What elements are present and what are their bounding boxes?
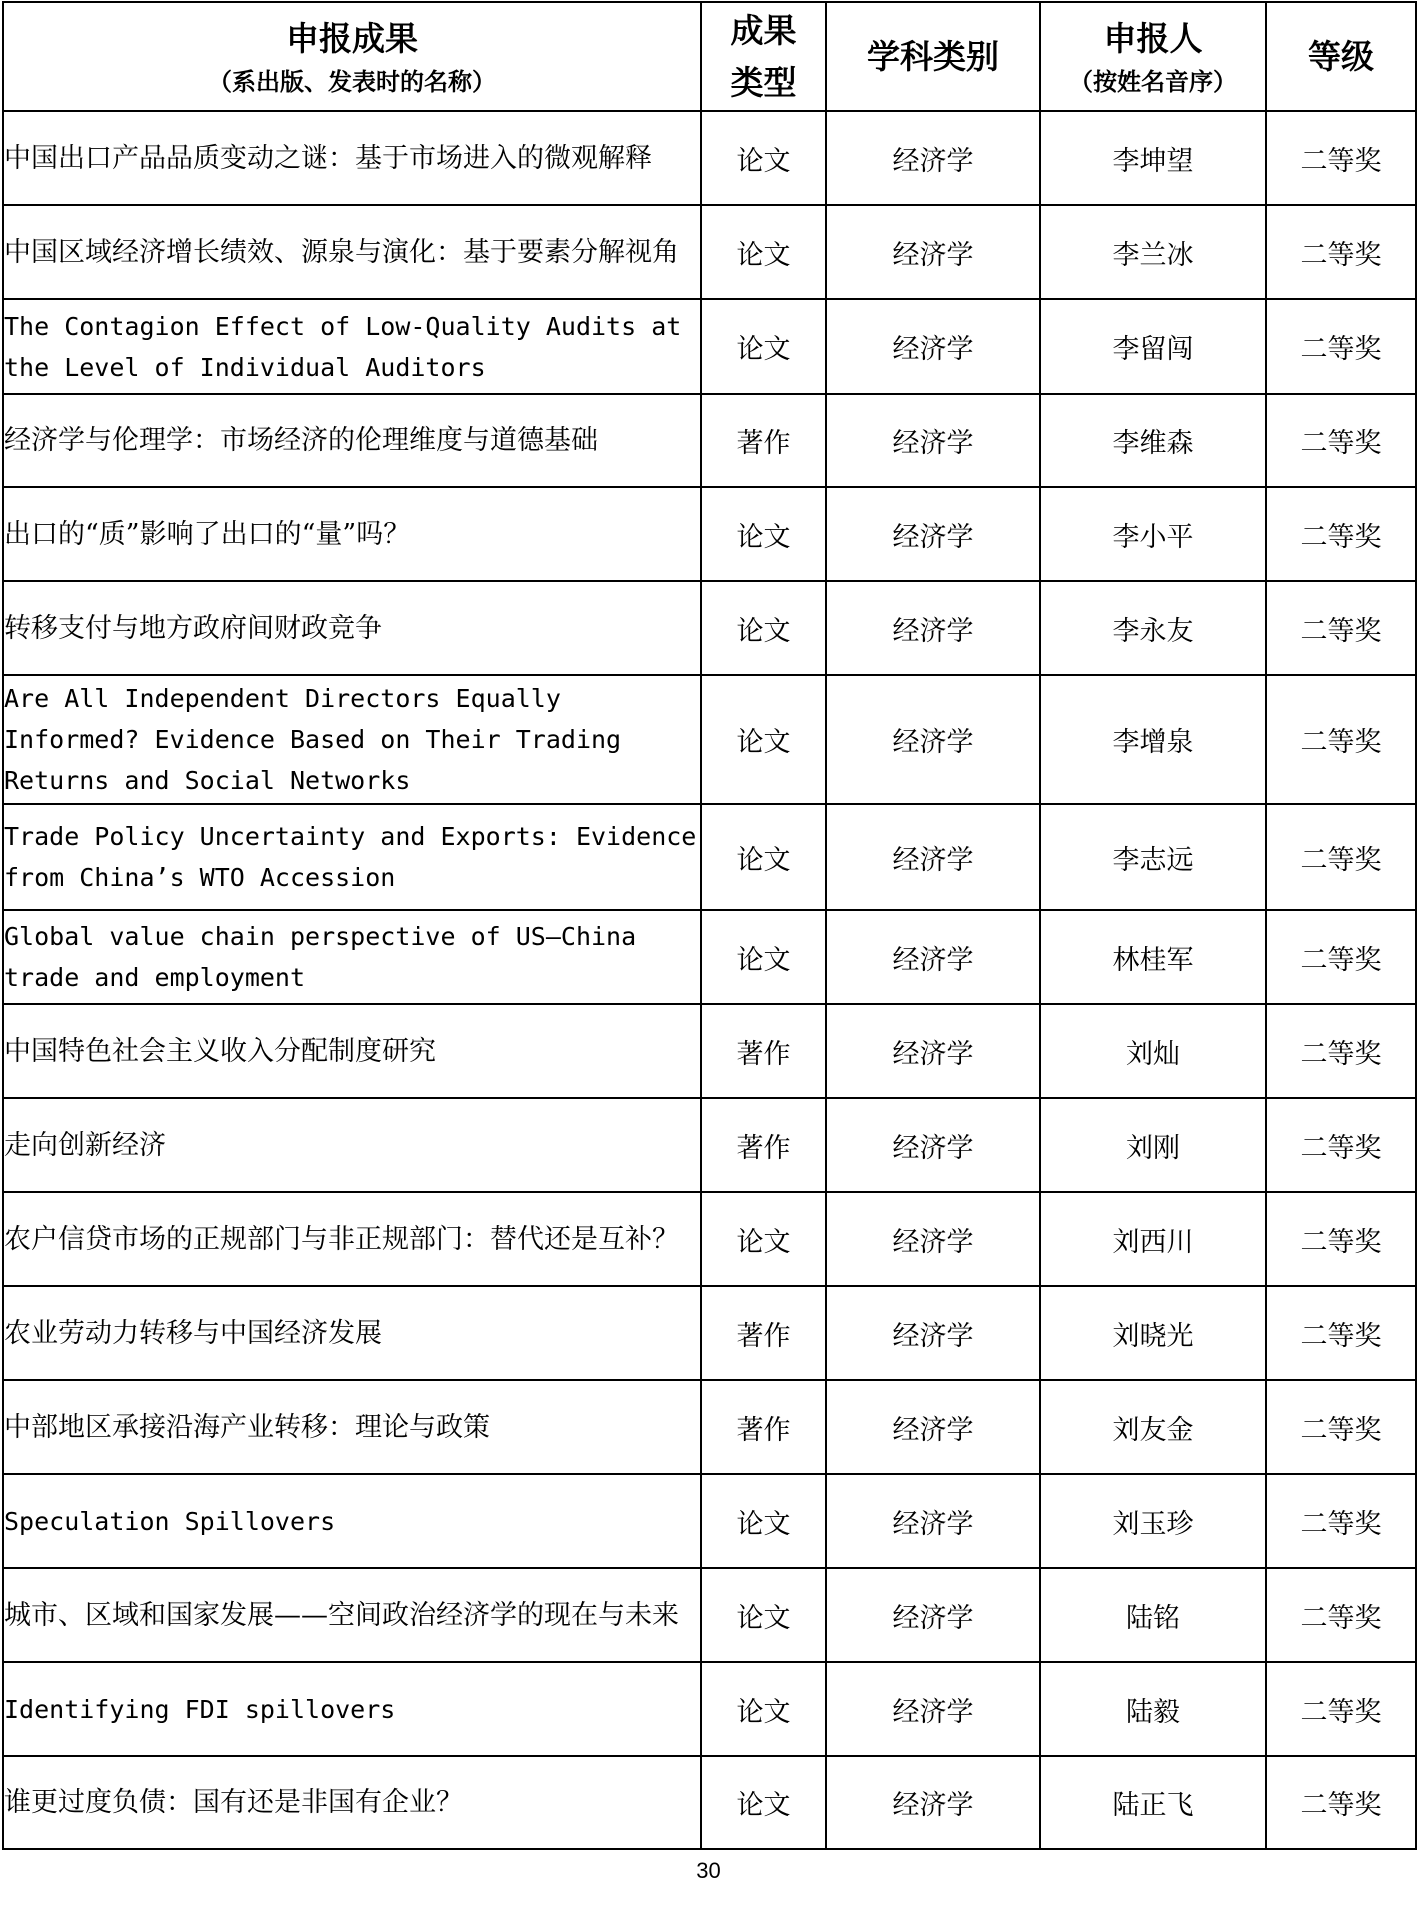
applicant-cell: 李坤望 xyxy=(1040,111,1266,205)
title-cell: Global value chain perspective of US–China trade and employment xyxy=(3,910,701,1004)
table-row xyxy=(3,299,1416,394)
subject-cell: 经济学 xyxy=(826,1756,1040,1849)
header-subject: 学科类别 xyxy=(867,36,999,76)
title-cell: Identifying FDI spillovers xyxy=(3,1662,701,1756)
applicant-cell: 刘灿 xyxy=(1040,1004,1266,1098)
grade-cell: 二等奖 xyxy=(1266,581,1416,675)
title-cell: 经济学与伦理学：市场经济的伦理维度与道德基础 xyxy=(3,394,701,487)
header-type-line2: 类型 xyxy=(730,62,797,102)
header-applicant-main: 申报人 xyxy=(1103,18,1203,58)
type-cell: 论文 xyxy=(701,1756,826,1849)
title-cell: 中国特色社会主义收入分配制度研究 xyxy=(3,1004,701,1098)
header-grade-cell xyxy=(1266,2,1416,111)
table-row xyxy=(3,1098,1416,1192)
title-cell: 城市、区域和国家发展——空间政治经济学的现在与未来 xyxy=(3,1568,701,1662)
applicant-cell: 刘晓光 xyxy=(1040,1286,1266,1380)
table-row xyxy=(3,1380,1416,1474)
grade-cell: 二等奖 xyxy=(1266,1192,1416,1286)
applicant-cell: 李维森 xyxy=(1040,394,1266,487)
title-cell: The Contagion Effect of Low-Quality Audits at the Level of Individual Auditors xyxy=(3,299,701,394)
table-row xyxy=(3,1286,1416,1380)
grade-cell: 二等奖 xyxy=(1266,1004,1416,1098)
grade-cell: 二等奖 xyxy=(1266,299,1416,394)
applicant-cell: 刘刚 xyxy=(1040,1098,1266,1192)
title-cell: 中国区域经济增长绩效、源泉与演化：基于要素分解视角 xyxy=(3,205,701,299)
title-cell: Trade Policy Uncertainty and Exports: Evidence from China’s WTO Accession xyxy=(3,804,701,910)
table-row xyxy=(3,1662,1416,1756)
applicant-cell: 李小平 xyxy=(1040,487,1266,581)
subject-cell: 经济学 xyxy=(826,1474,1040,1568)
subject-cell: 经济学 xyxy=(826,1380,1040,1474)
subject-cell: 经济学 xyxy=(826,1568,1040,1662)
type-cell: 论文 xyxy=(701,581,826,675)
header-applicant-sub: （按姓名音序） xyxy=(1069,67,1237,96)
applicant-cell: 陆正飞 xyxy=(1040,1756,1266,1849)
applicant-cell: 李志远 xyxy=(1040,804,1266,910)
applicant-cell: 刘友金 xyxy=(1040,1380,1266,1474)
type-cell: 论文 xyxy=(701,205,826,299)
grade-cell: 二等奖 xyxy=(1266,394,1416,487)
header-grade: 等级 xyxy=(1308,36,1374,76)
awards-table xyxy=(2,1,1417,1850)
table-row xyxy=(3,205,1416,299)
subject-cell: 经济学 xyxy=(826,487,1040,581)
header-title-cell xyxy=(3,2,701,111)
title-cell: Speculation Spillovers xyxy=(3,1474,701,1568)
table-row xyxy=(3,1568,1416,1662)
title-cell: 中部地区承接沿海产业转移：理论与政策 xyxy=(3,1380,701,1474)
grade-cell: 二等奖 xyxy=(1266,910,1416,1004)
table-row xyxy=(3,1004,1416,1098)
table-row xyxy=(3,1756,1416,1849)
header-title-main: 申报成果 xyxy=(286,18,418,58)
title-cell: 转移支付与地方政府间财政竞争 xyxy=(3,581,701,675)
applicant-cell: 李增泉 xyxy=(1040,675,1266,804)
table-row xyxy=(3,487,1416,581)
grade-cell: 二等奖 xyxy=(1266,1380,1416,1474)
applicant-cell: 陆铭 xyxy=(1040,1568,1266,1662)
type-cell: 论文 xyxy=(701,1474,826,1568)
type-cell: 著作 xyxy=(701,394,826,487)
type-cell: 论文 xyxy=(701,675,826,804)
title-cell: Are All Independent Directors Equally Informed? Evidence Based on Their Trading Returns and Social Networks xyxy=(3,675,701,804)
title-cell: 中国出口产品品质变动之谜：基于市场进入的微观解释 xyxy=(3,111,701,205)
grade-cell: 二等奖 xyxy=(1266,1662,1416,1756)
applicant-cell: 陆毅 xyxy=(1040,1662,1266,1756)
title-cell: 农户信贷市场的正规部门与非正规部门：替代还是互补？ xyxy=(3,1192,701,1286)
grade-cell: 二等奖 xyxy=(1266,804,1416,910)
subject-cell: 经济学 xyxy=(826,1662,1040,1756)
subject-cell: 经济学 xyxy=(826,205,1040,299)
applicant-cell: 李永友 xyxy=(1040,581,1266,675)
type-cell: 论文 xyxy=(701,1568,826,1662)
applicant-cell: 林桂军 xyxy=(1040,910,1266,1004)
type-cell: 论文 xyxy=(701,299,826,394)
type-cell: 著作 xyxy=(701,1098,826,1192)
table-row xyxy=(3,804,1416,910)
applicant-cell: 刘西川 xyxy=(1040,1192,1266,1286)
grade-cell: 二等奖 xyxy=(1266,1098,1416,1192)
applicant-cell: 李兰冰 xyxy=(1040,205,1266,299)
header-subject-cell xyxy=(826,2,1040,111)
table-row xyxy=(3,581,1416,675)
title-cell: 农业劳动力转移与中国经济发展 xyxy=(3,1286,701,1380)
table-row xyxy=(3,111,1416,205)
type-cell: 论文 xyxy=(701,487,826,581)
subject-cell: 经济学 xyxy=(826,581,1040,675)
header-row xyxy=(3,2,1416,111)
subject-cell: 经济学 xyxy=(826,1192,1040,1286)
grade-cell: 二等奖 xyxy=(1266,1568,1416,1662)
grade-cell: 二等奖 xyxy=(1266,675,1416,804)
title-cell: 走向创新经济 xyxy=(3,1098,701,1192)
subject-cell: 经济学 xyxy=(826,1098,1040,1192)
type-cell: 著作 xyxy=(701,1286,826,1380)
applicant-cell: 刘玉珍 xyxy=(1040,1474,1266,1568)
title-cell: 谁更过度负债：国有还是非国有企业？ xyxy=(3,1756,701,1849)
applicant-cell: 李留闯 xyxy=(1040,299,1266,394)
type-cell: 论文 xyxy=(701,804,826,910)
title-cell: 出口的“质”影响了出口的“量”吗？ xyxy=(3,487,701,581)
table-row xyxy=(3,394,1416,487)
type-cell: 著作 xyxy=(701,1380,826,1474)
subject-cell: 经济学 xyxy=(826,804,1040,910)
type-cell: 论文 xyxy=(701,1192,826,1286)
subject-cell: 经济学 xyxy=(826,675,1040,804)
subject-cell: 经济学 xyxy=(826,111,1040,205)
header-type-cell xyxy=(701,2,826,111)
subject-cell: 经济学 xyxy=(826,394,1040,487)
grade-cell: 二等奖 xyxy=(1266,1286,1416,1380)
subject-cell: 经济学 xyxy=(826,1286,1040,1380)
grade-cell: 二等奖 xyxy=(1266,205,1416,299)
table-row xyxy=(3,1192,1416,1286)
table-row xyxy=(3,910,1416,1004)
subject-cell: 经济学 xyxy=(826,910,1040,1004)
grade-cell: 二等奖 xyxy=(1266,1756,1416,1849)
type-cell: 著作 xyxy=(701,1004,826,1098)
type-cell: 论文 xyxy=(701,910,826,1004)
subject-cell: 经济学 xyxy=(826,1004,1040,1098)
header-title-sub: （系出版、发表时的名称） xyxy=(208,67,496,96)
grade-cell: 二等奖 xyxy=(1266,1474,1416,1568)
type-cell: 论文 xyxy=(701,111,826,205)
header-type-line1: 成果 xyxy=(730,10,797,50)
type-cell: 论文 xyxy=(701,1662,826,1756)
table-row xyxy=(3,1474,1416,1568)
table-row xyxy=(3,675,1416,804)
header-applicant-cell xyxy=(1040,2,1266,111)
grade-cell: 二等奖 xyxy=(1266,111,1416,205)
grade-cell: 二等奖 xyxy=(1266,487,1416,581)
subject-cell: 经济学 xyxy=(826,299,1040,394)
page-number: 30 xyxy=(696,1858,721,1883)
